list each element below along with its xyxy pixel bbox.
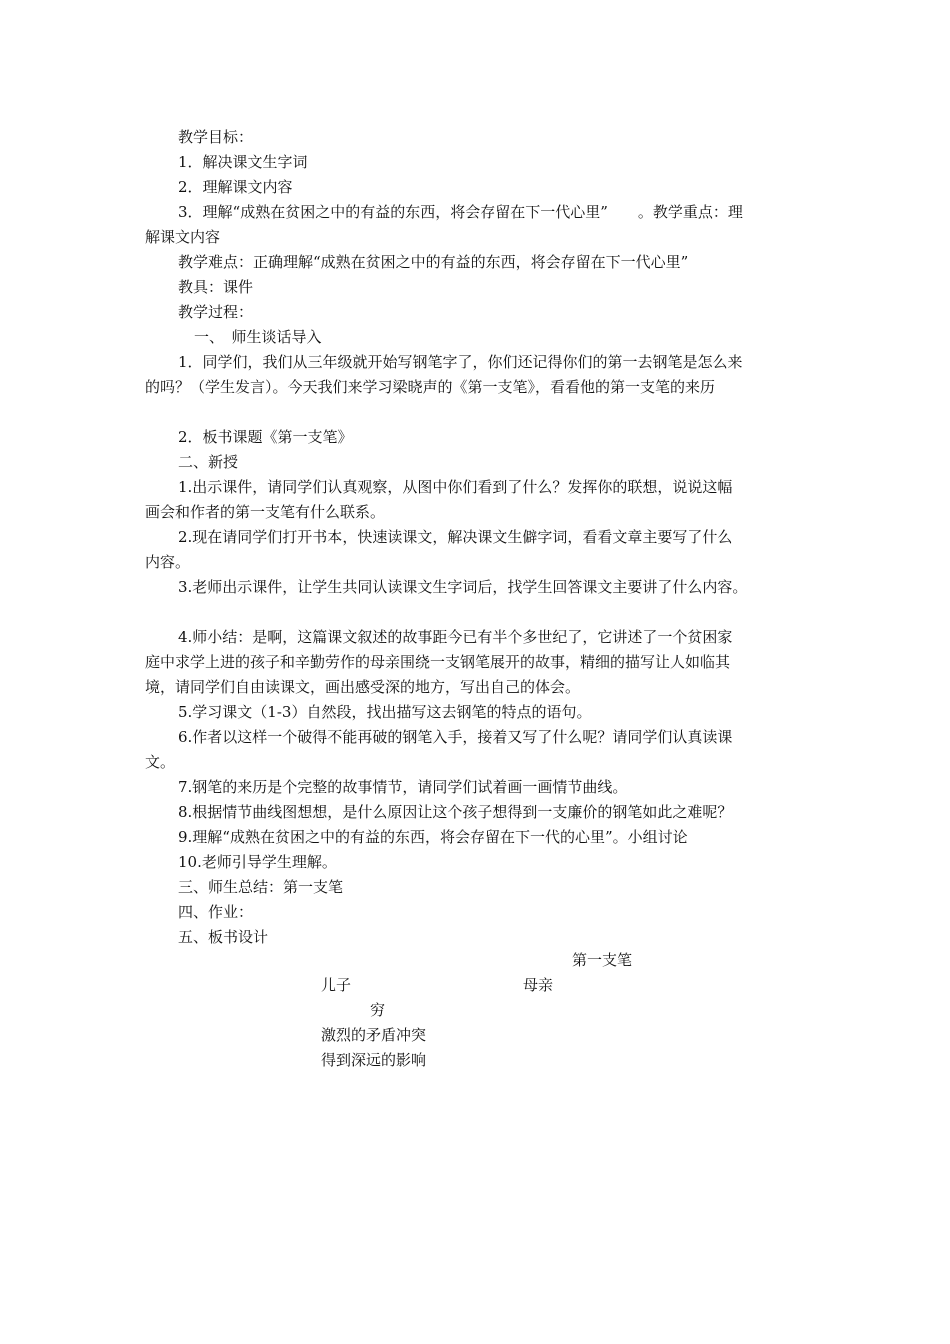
paragraph-line: 境，请同学们自由读课文，画出感受深的地方，写出自己的体会。: [145, 678, 581, 696]
board-middle-label: 穷: [370, 1001, 386, 1019]
step-heading-4: 四、作业：: [178, 903, 254, 921]
step-heading-2: 二、新授: [178, 453, 239, 471]
paragraph-line: 内容。: [145, 553, 191, 571]
paragraph-line: 1．同学们，我们从三年级就开始写钢笔字了，你们还记得你们的第一去钢笔是怎么来: [178, 353, 743, 371]
section-heading-goals: 教学目标：: [178, 128, 254, 146]
paragraph-line: 6.作者以这样一个破得不能再破的钢笔入手，接着又写了什么呢？请同学们认真读课: [178, 728, 733, 746]
step-heading-3: 三、师生总结：第一支笔: [178, 878, 344, 896]
step-heading-5: 五、板书设计: [178, 928, 269, 946]
paragraph-line: 9.理解“成熟在贫困之中的有益的东西，将会存留在下一代的心里”。小组讨论: [178, 828, 688, 846]
goal-item-1: 1．解决课文生字词: [178, 153, 308, 171]
board-conflict-label: 激烈的矛盾冲突: [321, 1026, 427, 1044]
board-left-label: 儿子: [321, 976, 352, 994]
goal-item-2: 2．理解课文内容: [178, 178, 293, 196]
teaching-difficulty: 教学难点：正确理解“成熟在贫困之中的有益的东西，将会存留在下一代心里”: [178, 253, 689, 271]
board-influence-label: 得到深远的影响: [321, 1051, 427, 1069]
paragraph-line: 3.老师出示课件，让学生共同认读课文生字词后，找学生回答课文主要讲了什么内容。: [178, 578, 748, 596]
paragraph-line: 的吗？（学生发言）。今天我们来学习梁晓声的《第一支笔》，看看他的第一支笔的来历: [145, 378, 716, 396]
paragraph-line: 1.出示课件，请同学们认真观察，从图中你们看到了什么？发挥你的联想，说说这幅: [178, 478, 733, 496]
paragraph-line: 4.师小结：是啊，这篇课文叙述的故事距今已有半个多世纪了，它讲述了一个贫困家: [178, 628, 733, 646]
paragraph-line: 7.钢笔的来历是个完整的故事情节，请同学们试着画一画情节曲线。: [178, 778, 628, 796]
paragraph-line: 庭中求学上进的孩子和辛勤劳作的母亲围绕一支钢笔展开的故事，精细的描写让人如临其: [145, 653, 731, 671]
paragraph-line: 2.现在请同学们打开书本，快速读课文，解决课文生僻字词，看看文章主要写了什么: [178, 528, 733, 546]
paragraph-line: 文。: [145, 753, 176, 771]
board-title: 第一支笔: [572, 951, 633, 969]
board-right-label: 母亲: [523, 976, 554, 994]
paragraph-line: 8.根据情节曲线图想想，是什么原因让这个孩子想得到一支廉价的钢笔如此之难呢？: [178, 803, 733, 821]
paragraph-line: 10.老师引导学生理解。: [178, 853, 337, 871]
section-heading-process: 教学过程：: [178, 303, 254, 321]
goal-item-3: 3．理解“成熟在贫困之中的有益的东西，将会存留在下一代心里” 。教学重点：理: [178, 203, 743, 221]
paragraph-continuation: 解课文内容: [145, 228, 221, 246]
step-heading-1: 一、 师生谈话导入: [194, 328, 322, 346]
paragraph-line: 5.学习课文（1-3）自然段，找出描写这去钢笔的特点的语句。: [178, 703, 592, 721]
paragraph-line: 2．板书课题《第一支笔》: [178, 428, 353, 446]
paragraph-line: 画会和作者的第一支笔有什么联系。: [145, 503, 386, 521]
teaching-aids: 教具：课件: [178, 278, 254, 296]
